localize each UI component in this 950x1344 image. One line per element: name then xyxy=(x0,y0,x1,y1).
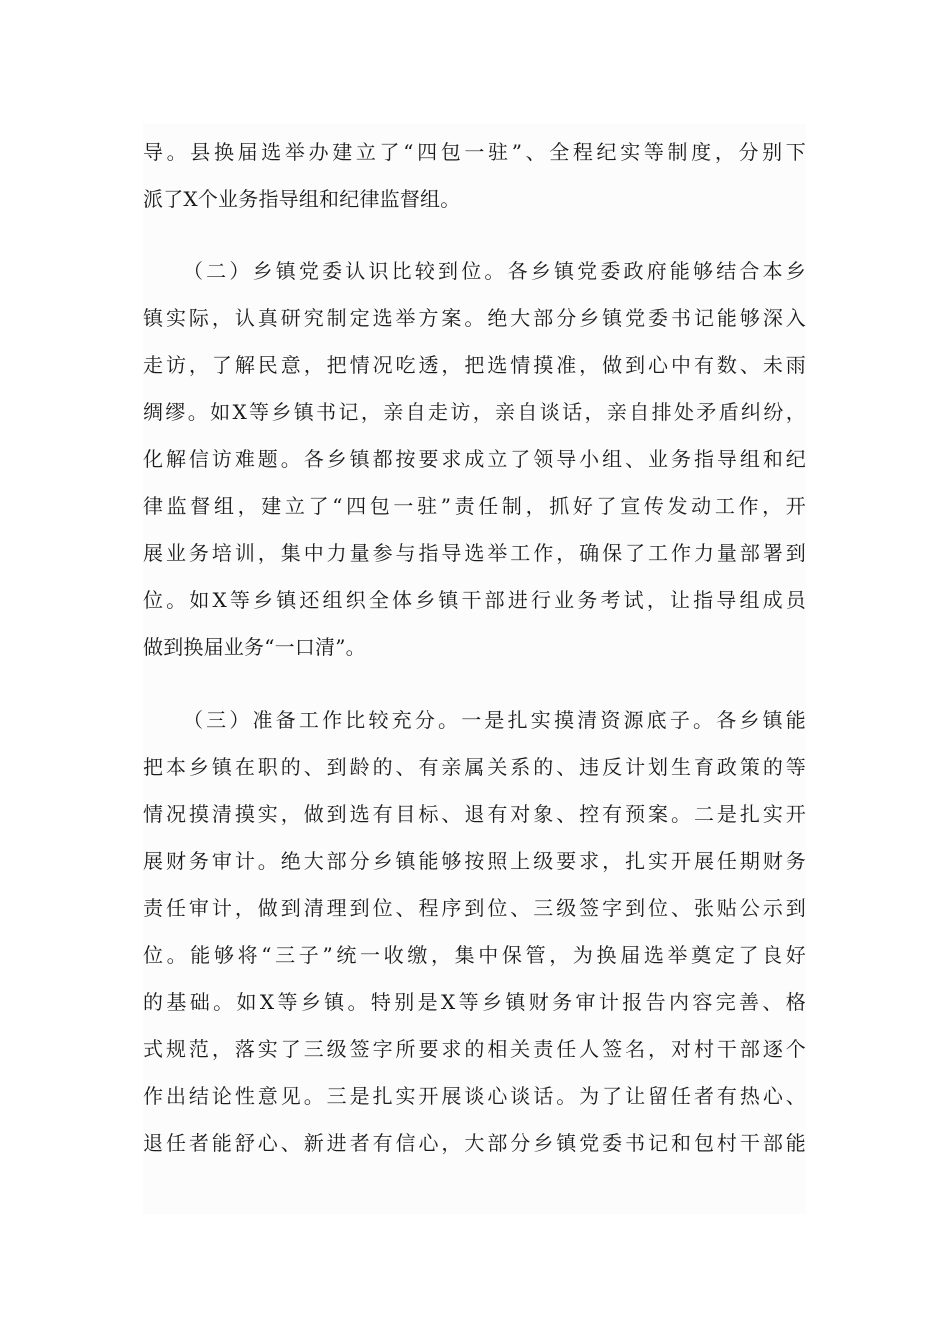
paragraph-1 xyxy=(143,129,806,223)
text-line: 镇实际，认真研究制定选举方案。绝大部分乡镇党委书记能够深入 xyxy=(143,306,806,330)
text-line: 的基础。如X等乡镇。特别是X等乡镇财务审计报告内容完善、格 xyxy=(143,990,806,1014)
text-line: 绸缪。如X等乡镇书记，亲自走访，亲自谈话，亲自排处矛盾纠纷， xyxy=(143,400,806,424)
text-line: 退任者能舒心、新进者有信心，大部分乡镇党委书记和包村干部能 xyxy=(143,1131,806,1155)
text-line: （二）乡镇党委认识比较到位。各乡镇党委政府能够结合本乡 xyxy=(183,259,806,283)
text-line: 位。如X等乡镇还组织全体乡镇干部进行业务考试，让指导组成员 xyxy=(143,588,806,612)
text-line: 把本乡镇在职的、到龄的、有亲属关系的、违反计划生育政策的等 xyxy=(143,755,806,779)
text-line: 展业务培训，集中力量参与指导选举工作，确保了工作力量部署到 xyxy=(143,541,806,565)
text-line: 导。县换届选举办建立了“四包一驻”、全程纪实等制度，分别下 xyxy=(143,140,806,164)
text-line: 位。能够将“三子”统一收缴，集中保管，为换届选举奠定了良好 xyxy=(143,943,806,967)
text-line: 律监督组，建立了“四包一驻”责任制，抓好了宣传发动工作，开 xyxy=(143,494,806,518)
text-line: 作出结论性意见。三是扎实开展谈心谈话。为了让留任者有热心、 xyxy=(143,1084,806,1108)
text-line: 走访，了解民意，把情况吃透，把选情摸准，做到心中有数、未雨 xyxy=(143,353,806,377)
text-line: 情况摸清摸实，做到选有目标、退有对象、控有预案。二是扎实开 xyxy=(143,802,806,826)
text-line: 展财务审计。绝大部分乡镇能够按照上级要求，扎实开展任期财务 xyxy=(143,849,806,873)
text-line: 化解信访难题。各乡镇都按要求成立了领导小组、业务指导组和纪 xyxy=(143,447,806,471)
paragraph-2 xyxy=(143,248,806,671)
text-line: 责任审计，做到清理到位、程序到位、三级签字到位、张贴公示到 xyxy=(143,896,806,920)
document-body xyxy=(143,124,806,1214)
text-line: （三）准备工作比较充分。一是扎实摸清资源底子。各乡镇能 xyxy=(183,708,806,732)
text-line: 式规范，落实了三级签字所要求的相关责任人签名，对村干部逐个 xyxy=(143,1037,806,1061)
text-line: 做到换届业务“一口清”。 xyxy=(143,635,366,659)
text-line: 派了X个业务指导组和纪律监督组。 xyxy=(143,187,461,211)
paragraph-3 xyxy=(143,697,806,1167)
